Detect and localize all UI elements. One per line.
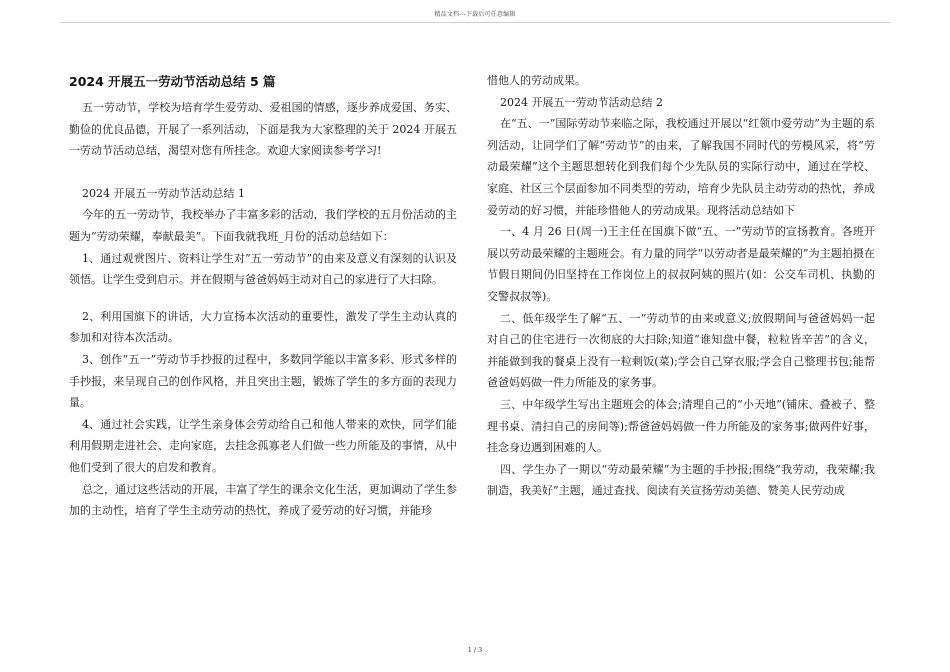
section-heading-2: 2024 开展五一劳动节活动总结 2 — [500, 95, 663, 109]
paragraph: 3、创作“五一”劳动节手抄报的过程中，多数同学能以丰富多彩、形式多样的手抄报，来呈现自己的创作风格，并且突出主题，锻炼了学生的多方面的表现力量。 — [69, 352, 457, 410]
right-column — [487, 70, 875, 502]
paragraph-continued: 惜他人的劳动成果。 — [487, 74, 586, 87]
paragraph: 三、中年级学生写出主题班会的体会;清理自己的“小天地”(铺床、叠被子、整理书桌、清扫自己的房间等);帮爸爸妈妈做一件力所能及的家务事;做两件好事，挂念身边遇到困难的人。 — [487, 397, 875, 455]
section-heading-1: 2024 开展五一劳动节活动总结 1 — [82, 186, 245, 200]
intro-paragraph: 五一劳动节，学校为培育学生爱劳动、爱祖国的情感，逐步养成爱国、务实、勤俭的优良品德，开展了一系列活动，下面是我为大家整理的关于 2024 开展五一劳动节活动总结，渴望对您有所挂念。欢迎大家阅读参考学习! — [69, 101, 457, 158]
paragraph: 1、通过观赏图片、资料让学生对”五一劳动节”的由来及意义有深刻的认识及领悟。让学生受到启示。并在假期与爸爸妈妈主动对自己的家进行了大扫除。 — [69, 251, 457, 287]
left-column — [69, 70, 457, 522]
document-title: 2024 开展五一劳动节活动总结 5 篇 — [69, 74, 276, 89]
paragraph: 一、4 月 26 日(周一)王主任在国旗下做“五、一”劳动节的宣扬教育。各班开展以劳动最荣耀的主题班会。有力量的同学“以劳动者是最荣耀的”为主题拍摄在节假日期间仍旧坚持在工作岗位上的叔叔阿姨的照片(如：公交车司机、执勤的交警叔叔等)。 — [487, 225, 875, 303]
header-divider — [60, 22, 890, 23]
paragraph: 四、学生办了一期以“劳动最荣耀”为主题的手抄报;围绕“我劳动，我荣耀;我制造，我美好”主题，通过查找、阅读有关宣扬劳动美德、赞美人民劳动成 — [487, 462, 875, 498]
page-number: 1 / 3 — [467, 646, 483, 654]
paragraph: 在“五、一”国际劳动节来临之际，我校通过开展以“红领巾爱劳动”为主题的系列活动，让同学们了解“劳动节”的由来，了解我国不同时代的劳模风采，将“劳动最荣耀”这个主题思想转化到我们每个少先队员的实际行动中，通过在学校、家庭、社区三个层面参加不同类型的劳动，培育少先队员主动劳动的热忱，养成爱劳动的好习惯，并能珍惜他人的劳动成果。现将活动总结如下 — [487, 117, 875, 217]
paragraph: 4、通过社会实践，让学生亲身体会劳动给自己和他人带来的欢快，同学们能利用假期走进社会、走向家庭，去挂念孤寡老人们做一些力所能及的事情，从中他们受到了很大的启发和教育。 — [69, 417, 457, 474]
paragraph: 总之，通过这些活动的开展，丰富了学生的课余文化生活，更加调动了学生参加的主动性，培育了学生主动劳动的热忱，养成了爱劳动的好习惯，并能珍 — [69, 482, 457, 518]
paragraph: 二、低年级学生了解“五、一”劳动节的由来或意义;放假期间与爸爸妈妈一起对自己的住宅进行一次彻底的大扫除;知道“谁知盘中餐，粒粒皆辛苦”的含义，并能做到我的餐桌上没有一粒剩饭(菜);学会自己穿衣服;学会自己整理书包;能帮爸爸妈妈做一件力所能及的家务事。 — [487, 311, 875, 390]
paragraph: 2、利用国旗下的讲话，大力宣扬本次活动的重要性，激发了学生主动认真的参加和对待本次活动。 — [69, 309, 457, 345]
paragraph: 今年的五一劳动节，我校举办了丰富多彩的活动，我们学校的五月份活动的主题为“劳动荣耀，奉献最美”。下面我就我班_月份的活动总结如下： — [69, 208, 457, 243]
page-header-note: 精品文档---下载后可任意编辑 — [434, 11, 516, 18]
